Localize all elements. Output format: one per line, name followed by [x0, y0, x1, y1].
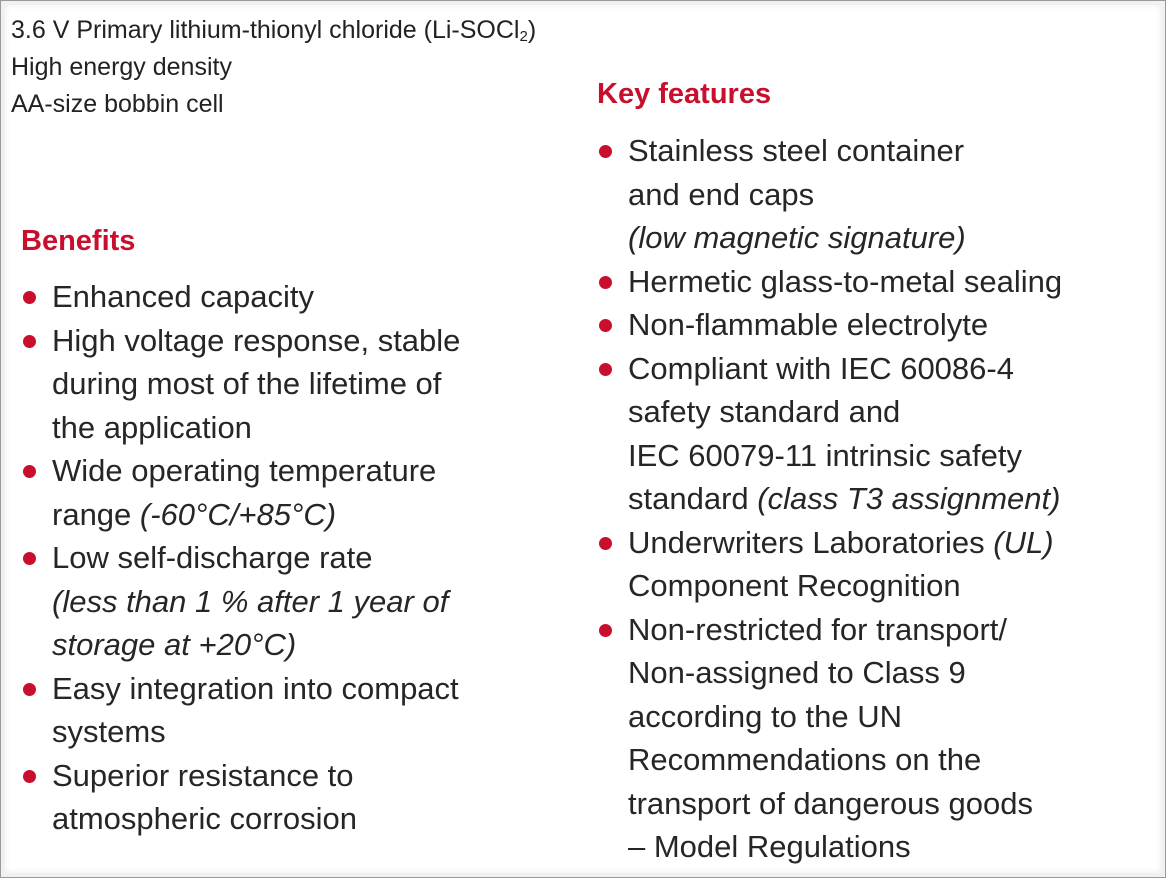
list-item-line [628, 129, 1157, 173]
list-item [21, 536, 581, 667]
list-item-line [52, 536, 581, 580]
list-item-text: Non-flammable electrolyte [628, 307, 989, 342]
list-item-line [628, 825, 1157, 869]
list-item-line [628, 782, 1157, 826]
list-item-line [628, 173, 1157, 217]
list-item-note: (-60°C/+85°C) [139, 496, 337, 532]
list-item-line [52, 275, 581, 319]
list-item-text: Non-restricted for transport/ [628, 611, 1008, 647]
list-item [597, 608, 1157, 869]
list-item [21, 754, 581, 841]
chemical-subscript: 2 [519, 28, 528, 45]
list-item-line [52, 580, 581, 624]
bullet-icon [599, 276, 612, 289]
bullet-icon [23, 552, 36, 565]
list-item-text: – Model Regulations [628, 829, 911, 864]
list-item-line [628, 216, 1157, 260]
list-item-line [628, 434, 1157, 478]
product-header [11, 12, 536, 123]
list-item-line [628, 521, 1157, 565]
list-item-text: Non-assigned to Class 9 [628, 655, 966, 690]
bullet-icon [23, 291, 36, 304]
bullet-icon [23, 683, 36, 696]
list-item-line [52, 362, 581, 406]
list-item-text: systems [52, 714, 166, 749]
list-item-text: Easy integration into compact [52, 670, 459, 706]
list-item-text: Superior resistance to [52, 757, 354, 793]
list-item-line [52, 623, 581, 667]
bullet-icon [599, 363, 612, 376]
list-item-text: Low self-discharge rate [52, 540, 373, 575]
list-item [597, 303, 1157, 347]
product-chemistry [11, 12, 536, 49]
list-item-text: atmospheric corrosion [52, 801, 357, 836]
list-item-line [52, 710, 581, 754]
list-item-text: Underwriters Laboratories [628, 524, 994, 560]
list-item-line [628, 608, 1157, 652]
list-item-text: the application [52, 409, 252, 445]
list-item [597, 347, 1157, 521]
list-item-text: according to the UN [628, 698, 902, 734]
list-item-line [52, 797, 581, 841]
list-item [21, 667, 581, 754]
bullet-icon [599, 145, 612, 158]
key-features-heading: Key features [597, 78, 772, 110]
list-item-line [628, 651, 1157, 695]
list-item [597, 129, 1157, 260]
product-cell-size: AA-size bobbin cell [11, 90, 224, 118]
list-item-text: safety standard and [628, 394, 901, 429]
bullet-icon [23, 465, 36, 478]
bullet-icon [599, 319, 612, 332]
list-item-text: range [52, 496, 140, 532]
list-item-line [628, 347, 1157, 391]
list-item [597, 521, 1157, 608]
list-item-line [52, 449, 581, 493]
list-item-text: during most of the lifetime of [52, 366, 442, 401]
list-item-line [52, 754, 581, 798]
list-item-text: Enhanced capacity [52, 279, 314, 314]
bullet-icon [599, 624, 612, 637]
list-item [21, 275, 581, 319]
product-energy-density: High energy density [11, 53, 232, 81]
product-chemistry-close: ) [527, 16, 537, 44]
list-item-text: and end caps [628, 176, 815, 212]
list-item-text: Recommendations on the [628, 742, 982, 777]
list-item-text: Hermetic glass-to-metal sealing [628, 263, 1063, 299]
bullet-icon [599, 537, 612, 550]
list-item-line [628, 303, 1157, 347]
list-item-note: (low magnetic signature) [628, 220, 966, 255]
list-item-line [52, 667, 581, 711]
benefits-heading: Benefits [21, 225, 136, 257]
list-item-text: Stainless steel container [628, 133, 965, 168]
list-item-line [628, 695, 1157, 739]
list-item-note: (UL) [993, 524, 1054, 560]
list-item-text: IEC 60079-11 intrinsic safety [628, 437, 1023, 473]
list-item-line [52, 493, 581, 537]
list-item-note: (class T3 assignment) [757, 481, 1061, 516]
list-item [21, 319, 581, 450]
list-item-line [52, 406, 581, 450]
list-item-line [52, 319, 581, 363]
list-item [21, 449, 581, 536]
bullet-icon [23, 770, 36, 783]
list-item-line [628, 390, 1157, 434]
list-item-note: (less than 1 % after 1 year of [52, 583, 449, 619]
list-item-text: standard [628, 481, 758, 516]
list-item-line [628, 260, 1157, 304]
list-item [597, 260, 1157, 304]
bullet-icon [23, 335, 36, 348]
list-item-line [628, 477, 1157, 521]
product-chemistry-text: 3.6 V Primary lithium-thionyl chloride (Li-SOCl [11, 16, 520, 44]
list-item-text: Wide operating temperature [52, 453, 437, 488]
key-features-list [597, 129, 1157, 869]
list-item-line [628, 564, 1157, 608]
list-item-line [628, 738, 1157, 782]
list-item-text: High voltage response, stable [52, 322, 461, 358]
benefits-list [21, 275, 581, 841]
list-item-note: storage at +20°C) [52, 627, 297, 662]
list-item-text: Component Recognition [628, 568, 961, 603]
list-item-text: transport of dangerous goods [628, 785, 1033, 821]
list-item-text: Compliant with IEC 60086-4 [628, 350, 1014, 386]
